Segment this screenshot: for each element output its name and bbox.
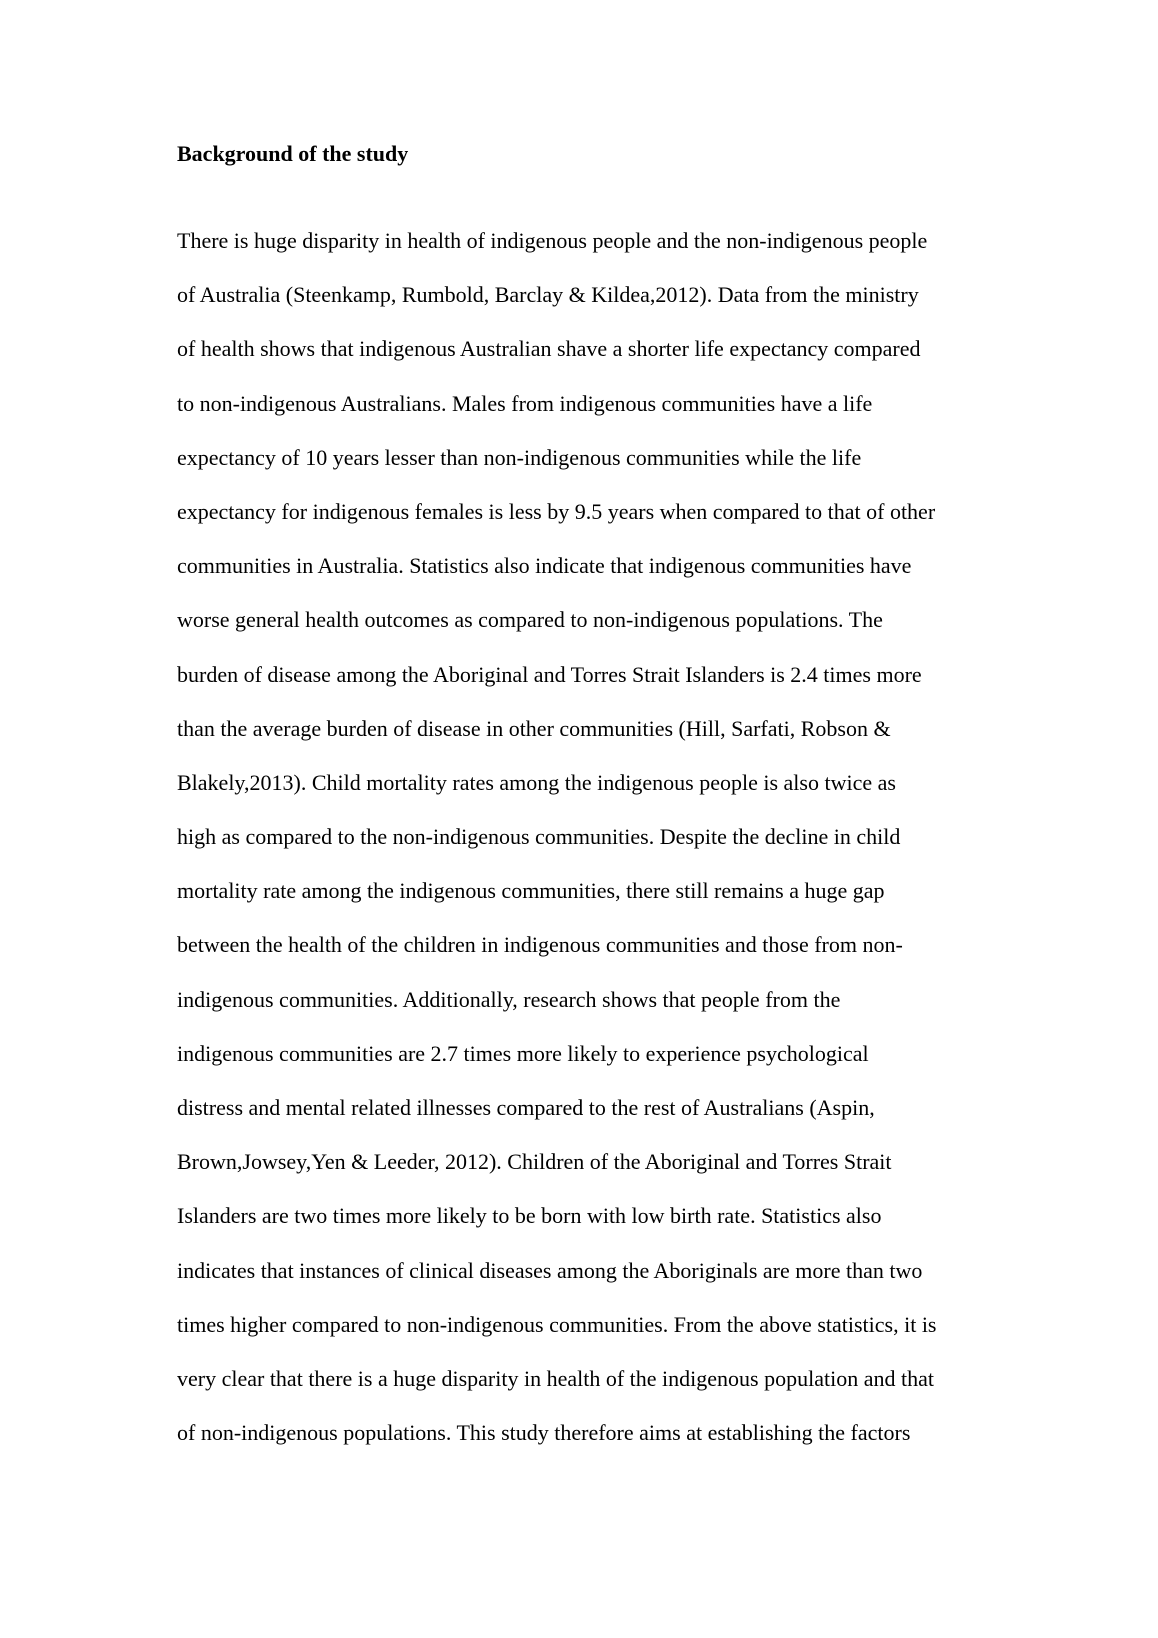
paragraph-line: distress and mental related illnesses compared to the rest of Australians (Aspin, bbox=[177, 1095, 875, 1120]
paragraph-line: worse general health outcomes as compared to non-indigenous populations. The bbox=[177, 607, 883, 633]
paragraph-line: to non-indigenous Australians. Males from indigenous communities have a life bbox=[177, 390, 873, 416]
section-heading: Background of the study bbox=[177, 141, 409, 166]
paragraph-line: indicates that instances of clinical diseases among the Aboriginals are more than two bbox=[177, 1257, 923, 1283]
paragraph-line: of non-indigenous populations. This study therefore aims at establishing the factors bbox=[177, 1420, 911, 1446]
paragraph-line: Islanders are two times more likely to be born with low birth rate. Statistics also bbox=[177, 1203, 882, 1229]
paragraph-line: Brown,Jowsey,Yen & Leeder, 2012). Children of the Aboriginal and Torres Strait bbox=[177, 1149, 892, 1175]
paragraph-line: indigenous communities are 2.7 times more likely to experience psychological bbox=[177, 1040, 869, 1066]
paragraph-line: times higher compared to non-indigenous communities. From the above statistics, it is bbox=[177, 1311, 937, 1337]
paragraph-line: indigenous communities. Additionally, research shows that people from the bbox=[177, 986, 841, 1012]
paragraph-line: communities in Australia. Statistics also indicate that indigenous communities have bbox=[177, 553, 912, 579]
paragraph-line: mortality rate among the indigenous communities, there still remains a huge gap bbox=[177, 878, 885, 904]
paragraph-line: than the average burden of disease in other communities (Hill, Sarfati, Robson & bbox=[177, 715, 891, 741]
paragraph-line: expectancy of 10 years lesser than non-indigenous communities while the life bbox=[177, 444, 862, 470]
body-paragraph bbox=[177, 214, 1007, 1460]
paragraph-line: burden of disease among the Aboriginal and Torres Strait Islanders is 2.4 times more bbox=[177, 661, 922, 687]
paragraph-line: of Australia (Steenkamp, Rumbold, Barclay & Kildea,2012). Data from the ministry bbox=[177, 282, 919, 308]
paragraph-line: between the health of the children in indigenous communities and those from non- bbox=[177, 932, 903, 958]
paragraph-line: Blakely,2013). Child mortality rates among the indigenous people is also twice as bbox=[177, 769, 896, 795]
paragraph-line: expectancy for indigenous females is less by 9.5 years when compared to that of other bbox=[177, 498, 936, 524]
paragraph-line: There is huge disparity in health of indigenous people and the non-indigenous people bbox=[177, 228, 928, 253]
paragraph-line: high as compared to the non-indigenous communities. Despite the decline in child bbox=[177, 824, 901, 850]
paragraph-line: very clear that there is a huge disparity in health of the indigenous population and that bbox=[177, 1365, 934, 1391]
paragraph-line: of health shows that indigenous Australian shave a shorter life expectancy compared bbox=[177, 336, 921, 362]
